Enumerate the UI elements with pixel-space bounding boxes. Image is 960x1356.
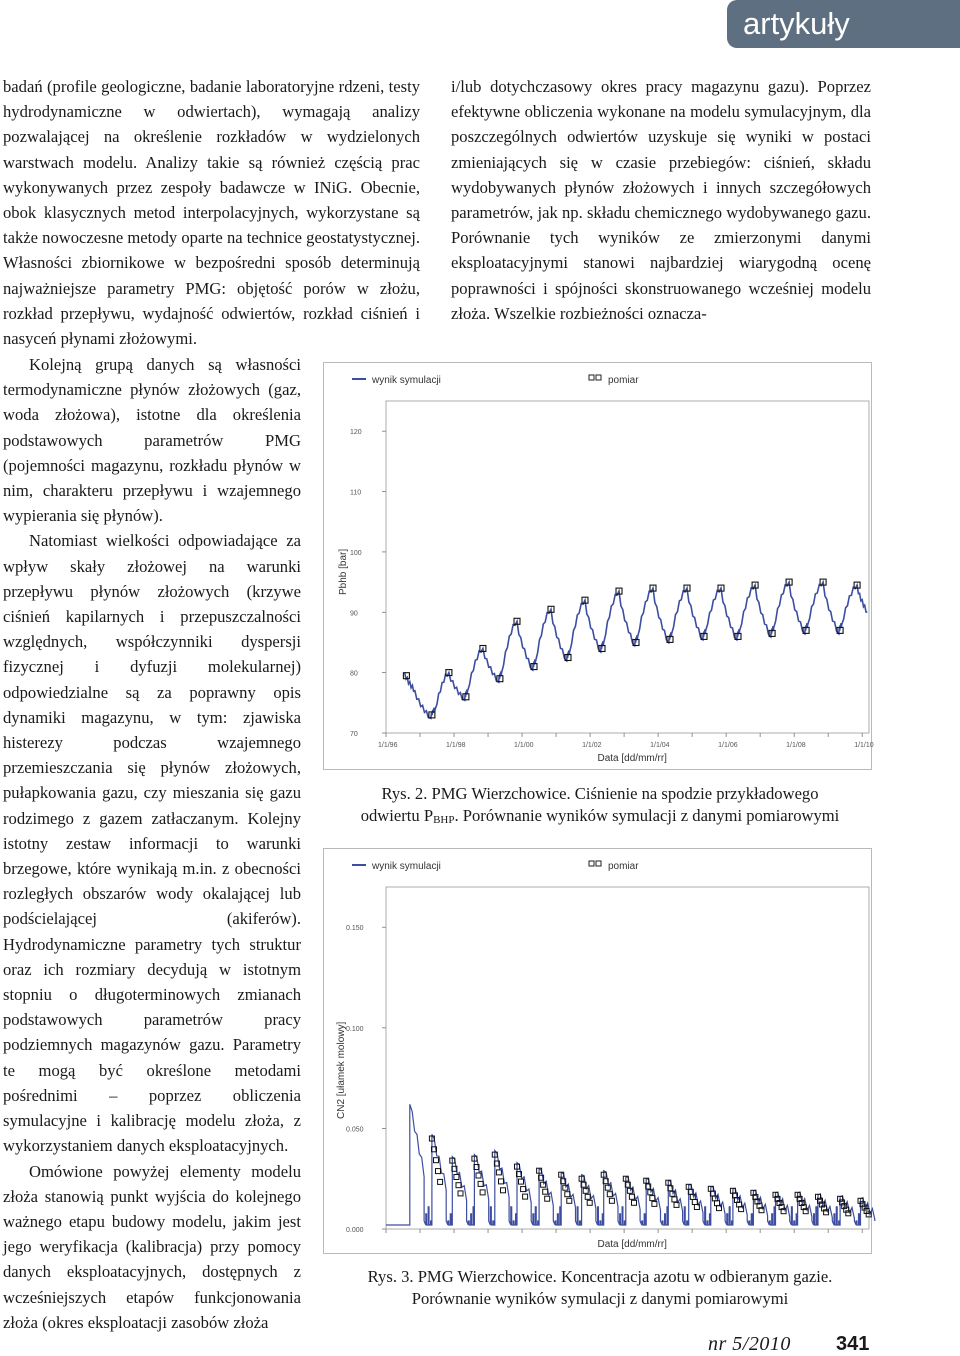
- footer-issue: nr 5/2010: [708, 1333, 791, 1355]
- fig2-xtick-label: 1/1/08: [786, 742, 806, 749]
- caption-2-subscript: BHP: [433, 814, 455, 826]
- fig3-legend-sim-label: wynik symulacji: [372, 861, 441, 872]
- section-tab: artykuły: [727, 0, 960, 48]
- fig2-legend-sim-label: wynik symulacji: [372, 375, 441, 386]
- fig2-ytick-label: 100: [350, 549, 362, 557]
- paragraph-4: Omówione powyżej elementy modelu złoża stanowią punkt wyjścia do kolejnego ważnego etapu budowy modelu, jakim jest jego weryfikacja (kalibracja) przy pomocy danych eksploatacyjnych, dostępnych z wcześniejszych etapów funkcjonowania złoża (okres eksploatacji zasobów złoża: [3, 1161, 301, 1332]
- caption-2-line-2-b: . Porównanie wyników symulacji z danymi pomiarowymi: [454, 806, 840, 825]
- fig3-legend-meas-label: pomiar: [608, 861, 639, 872]
- left-column-top: [3, 74, 420, 351]
- fig2-ytick-label: 90: [350, 610, 358, 618]
- fig2-legend-meas-marker-1: [589, 375, 594, 380]
- fig3-ytick-label: 0.050: [346, 1126, 364, 1134]
- nitrogen-chart-svg: [324, 849, 871, 1253]
- fig2-y-axis-label: Pbhb [bar]: [338, 548, 349, 595]
- fig2-xtick-label: 1/1/98: [446, 742, 466, 749]
- fig2-x-axis-label: Data [dd/mm/rr]: [597, 753, 667, 764]
- paragraph-3: Natomiast wielkości odpowiadające za wpływ skały złożowej na warunki przepływu płynów złożowych (krzywe ciśnień kapilarnych i przepuszczalności względnych, współczynniki dyspersji fizycznej i dyfuzji molekularnej) odpowiedzialne są za poprawny opis dynamiki magazynu, w tym: zjawiska histerezy podczas wzajemnego przemieszczania się płynów złożowych, pułapkowania gazu, czy mieszania się gazu rodzimego z gazem zatłaczanym. Kolejny istotny zestaw informacji to warunki brzegowe, które wynikają m.in. z obecności rozległych obszarów wody okalającej lub podścielającej (akiferów). Hydrodynamiczne parametry tych struktur oraz ich rozmiary decydują w istotnym stopniu o długoterminowych zmianach podstawowych parametrów pracy podziemnych magazynów gazu. Parametry te mogą być określone metodami pośrednimi – poprzez obliczenia symulacyjne i kalibrację modelu złoża, z wykorzystaniem danych eksploatacyjnych.: [3, 531, 301, 1156]
- fig2-legend-meas-marker-2: [596, 375, 601, 380]
- fig2-legend-meas-label: pomiar: [608, 375, 639, 386]
- fig2-ytick-label: 120: [350, 429, 362, 437]
- paragraph-right: i/lub dotychczasowy okres pracy magazynu gazu). Poprzez efektywne obliczenia wykonane na modelu symulacyjnym, dla poszczególnych odwiertów uzyskuje się wyniki w postaci zmieniających się w czasie przebiegów: ciśnień, składu wydobywanych płynów złożowych i innych szczegółowych parametrów, jak np. składu chemicznego wydobywanego gazu. Porównanie tych wyników ze zmierzonymi danymi eksploatacyjnymi stanowi najbardziej wiarygodną ocenę poprawności i spójności skonstruowanego wcześniej modelu złoża. Wszelkie rozbieżności oznacza-: [451, 77, 871, 323]
- fig2-plot-area: [386, 401, 869, 733]
- caption-2-line-1: Rys. 2. PMG Wierzchowice. Ciśnienie na spodzie przykładowego: [381, 784, 819, 803]
- fig2-ytick-label: 70: [350, 731, 358, 738]
- figure-2-caption: [330, 783, 870, 831]
- footer-page-number: 341: [836, 1333, 870, 1355]
- caption-3-line-1: Rys. 3. PMG Wierzchowice. Koncentracja azotu w odbieranym gazie.: [367, 1267, 833, 1286]
- fig3-legend-meas-marker-1: [589, 861, 594, 866]
- fig3-legend-meas-marker-2: [596, 861, 601, 866]
- fig3-ytick-label: 0.100: [346, 1025, 364, 1033]
- fig2-ytick-label: 110: [350, 489, 362, 497]
- fig3-ytick-label: 0.000: [346, 1227, 364, 1234]
- figure-3-nitrogen-chart: [323, 848, 872, 1254]
- fig3-ytick-label: 0.150: [346, 925, 364, 933]
- paragraph-1: badań (profile geologiczne, badanie laboratoryjne rdzeni, testy hydrodynamiczne w odwiertach), wymagają analizy pozwalającej na określenie rozkładów w wydzielonych warstwach modelu. Analizy takie są również częścią prac wykonywanych przez zespoły badawcze w INiG. Obecnie, obok klasycznych metod interpolacyjnych, wykorzystane są także nowoczesne metody oparte na technice geostatystycznej. Własności zbiornikowe w bezpośredni sposób determinują najważniejsze parametry PMG: objętość porów w złożu, rozkład przepływu, wydajność odwiertów, rozkład ciśnień i nasyceń płynami złożowymi.: [3, 77, 420, 349]
- fig2-ytick-label: 80: [350, 670, 358, 678]
- figure-3-caption: [330, 1266, 870, 1310]
- left-column-bottom: [3, 352, 301, 1335]
- paragraph-2: Kolejną grupą danych są własności termodynamiczne płynów złożowych (gaz, woda złożowa), istotne dla określenia podstawowych parametrów PMG (pojemności magazynu, rozkładu płynów w nim, charakteru przepływu i wzajemnego wypierania się płynów).: [3, 355, 301, 526]
- fig3-y-axis-label: CN2 [ułamek molowy]: [336, 1021, 347, 1119]
- fig2-xtick-label: 1/1/10: [854, 742, 874, 749]
- caption-3-line-2: Porównanie wyników symulacji z danymi pomiarowymi: [411, 1289, 789, 1308]
- pressure-chart-svg: [324, 363, 874, 769]
- fig2-xtick-label: 1/1/04: [650, 742, 670, 749]
- fig2-xtick-label: 1/1/02: [582, 742, 602, 749]
- fig2-xtick-label: 1/1/96: [378, 742, 398, 749]
- caption-2-line-2: [330, 805, 870, 831]
- right-column: [451, 74, 871, 326]
- figure-2-pressure-chart: [323, 362, 872, 770]
- fig2-xtick-label: 1/1/00: [514, 742, 534, 749]
- caption-2-line-2-a: odwiertu P: [360, 806, 434, 825]
- fig2-xtick-label: 1/1/06: [718, 742, 738, 749]
- fig3-x-axis-label: Data [dd/mm/rr]: [597, 1239, 667, 1250]
